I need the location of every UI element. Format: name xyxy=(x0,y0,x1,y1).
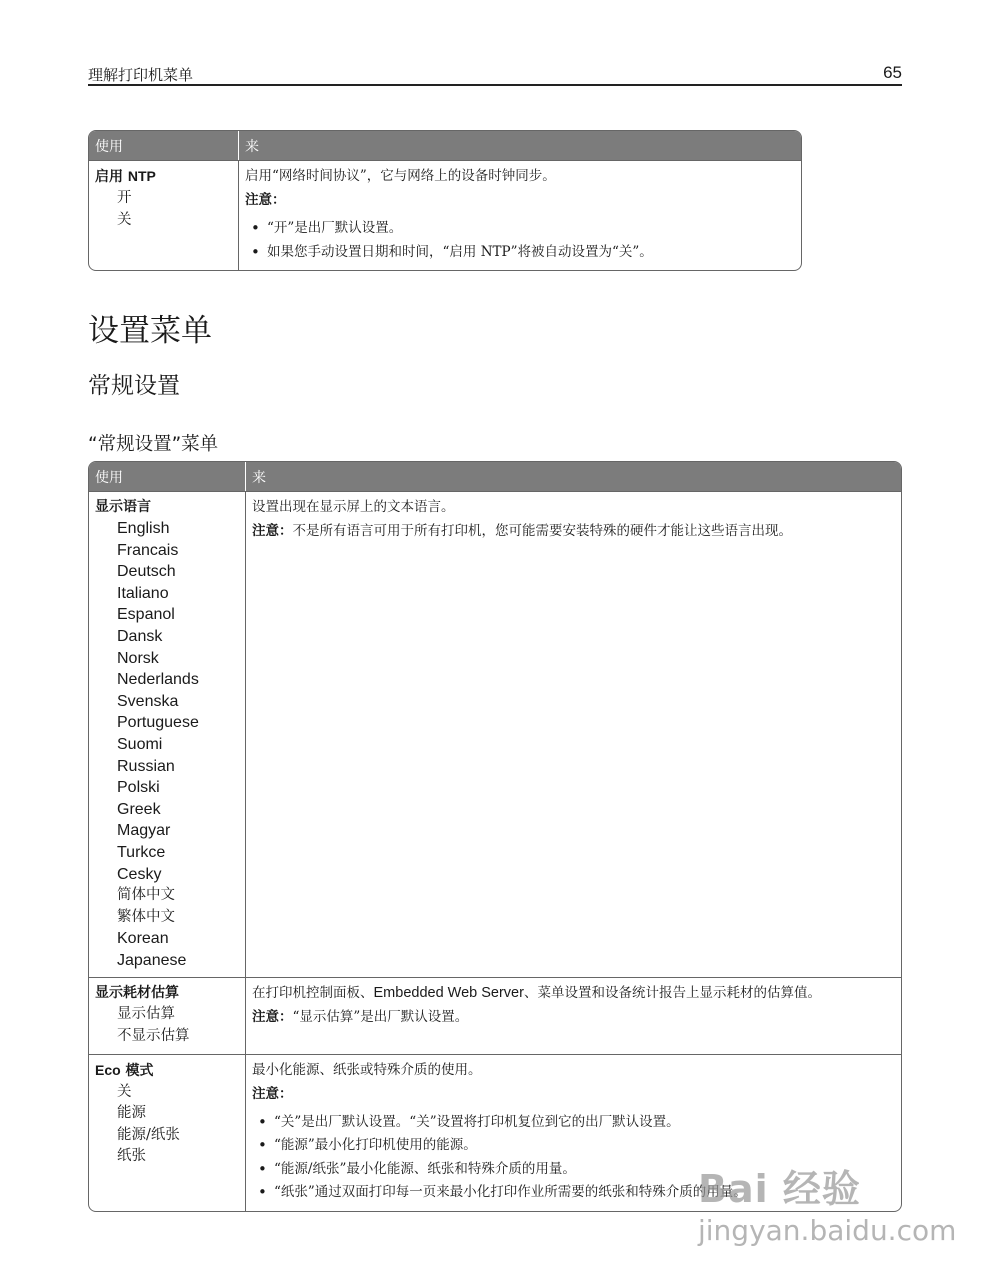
language-option: Greek xyxy=(117,800,161,818)
ntp-menu-table xyxy=(88,130,802,271)
language-option: Japanese xyxy=(117,951,187,969)
running-head xyxy=(88,64,902,86)
note-text: 注意：“显示估算”是出厂默认设置。 xyxy=(252,1009,469,1026)
language-option: Francais xyxy=(117,541,179,559)
table-row xyxy=(89,977,901,1053)
language-option: 简体中文 xyxy=(117,887,175,904)
option-value-on: 开 xyxy=(117,190,132,206)
description-text: 启用“网络时间协议”，它与网络上的设备时钟同步。 xyxy=(245,168,556,184)
option-cell xyxy=(89,977,245,1053)
column-header-purpose: 来 xyxy=(238,131,801,160)
option-cell xyxy=(89,160,238,270)
watermark-url: jingyan.baidu.com xyxy=(698,1214,957,1247)
general-settings-table xyxy=(88,461,902,1212)
option-value-off: 关 xyxy=(117,211,132,228)
option-cell xyxy=(89,491,245,977)
note-label: 注意： xyxy=(245,192,286,208)
description-cell xyxy=(238,160,801,270)
option-name: 显示语言 xyxy=(95,499,151,515)
language-option: Polski xyxy=(117,779,160,797)
running-head-title: 理解打印机菜单 xyxy=(88,66,194,84)
option-value: 纸张 xyxy=(117,1148,146,1165)
language-option: Magyar xyxy=(117,822,171,840)
language-option: Russian xyxy=(117,757,175,775)
table-row xyxy=(89,160,801,270)
option-value: 显示估算 xyxy=(117,1006,175,1023)
column-header-use: 使用 xyxy=(89,462,245,491)
note-list xyxy=(245,217,795,264)
note-text: 注意：不是所有语言可用于所有打印机，您可能需要安装特殊的硬件才能让这些语言出现。 xyxy=(252,523,792,539)
language-option: Portuguese xyxy=(117,714,199,732)
table-header-row xyxy=(89,131,801,160)
note-item: • “能源/纸张”最小化能源、纸张和特殊介质的用量。 xyxy=(252,1158,895,1182)
option-name: 启用 NTP xyxy=(95,168,156,185)
language-option: Suomi xyxy=(117,735,163,753)
language-option: 繁体中文 xyxy=(117,908,175,925)
language-option: Svenska xyxy=(117,692,179,710)
menu-heading: “常规设置”菜单 xyxy=(88,434,219,455)
description-text: 设置出现在显示屏上的文本语言。 xyxy=(252,499,455,515)
language-option: Deutsch xyxy=(117,563,176,581)
language-option: Nederlands xyxy=(117,671,199,689)
language-option: Norsk xyxy=(117,649,159,667)
option-value: 能源/纸张 xyxy=(117,1126,180,1143)
note-label: 注意： xyxy=(252,1085,293,1102)
option-value: 不显示估算 xyxy=(117,1028,190,1045)
language-option: Korean xyxy=(117,930,169,948)
option-name: 显示耗材估算 xyxy=(95,985,179,1002)
language-option: Turkce xyxy=(117,843,166,861)
table-row xyxy=(89,491,901,977)
description-cell xyxy=(245,491,901,977)
language-option: Cesky xyxy=(117,865,162,883)
watermark xyxy=(688,1158,957,1278)
language-option: English xyxy=(117,520,170,537)
page-number: 65 xyxy=(883,63,902,82)
note-item: • “能源”最小化打印机使用的能源。 xyxy=(252,1134,895,1158)
column-header-purpose: 来 xyxy=(245,462,901,491)
description-cell xyxy=(245,977,901,1053)
language-option: Espanol xyxy=(117,606,175,624)
watermark-brand: Bai 经验 xyxy=(698,1167,861,1211)
section-heading: 设置菜单 xyxy=(88,313,212,349)
column-header-use: 使用 xyxy=(89,131,238,160)
description-text: 在打印机控制面板、Embedded Web Server、菜单设置和设备统计报告上显示耗材的估算值。 xyxy=(252,985,821,1002)
language-option: Italiano xyxy=(117,584,169,602)
note-item: • “纸张”通过双面打印每一页来最小化打印作业所需要的纸张和特殊介质的用量。 xyxy=(252,1181,895,1205)
option-value: 关 xyxy=(117,1083,132,1100)
language-option: Dansk xyxy=(117,627,163,645)
option-value: 能源 xyxy=(117,1105,146,1122)
option-name: Eco 模式 xyxy=(95,1061,154,1079)
description-text: 最小化能源、纸张或特殊介质的使用。 xyxy=(252,1061,482,1078)
option-cell xyxy=(89,1054,245,1211)
note-item: • “关”是出厂默认设置。“关”设置将打印机复位到它的出厂默认设置。 xyxy=(252,1111,895,1135)
table-header-row xyxy=(89,462,901,491)
note-item: • “开”是出厂默认设置。 xyxy=(245,217,795,241)
note-item: • 如果您手动设置日期和时间，“启用 NTP”将被自动设置为“关”。 xyxy=(245,241,795,265)
subsection-heading: 常规设置 xyxy=(88,373,180,399)
